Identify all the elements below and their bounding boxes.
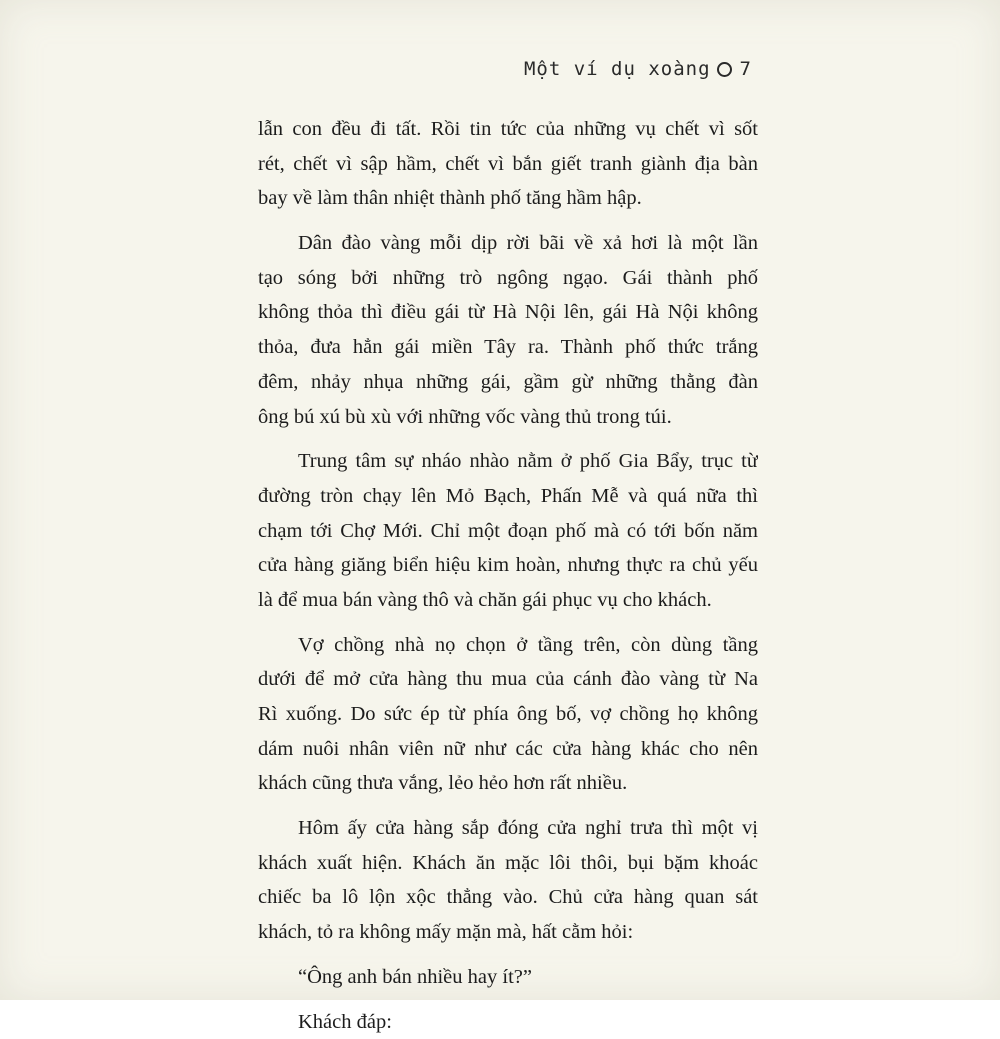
- text-line: bay về làm thân nhiệt thành phố tăng hầm hập.: [258, 181, 758, 216]
- text-line: chạm tới Chợ Mới. Chỉ một đoạn phố mà có tới bốn năm: [258, 514, 758, 549]
- text-line: thỏa, đưa hẳn gái miền Tây ra. Thành phố thức trắng: [258, 330, 758, 365]
- text-line: Hôm ấy cửa hàng sắp đóng cửa nghỉ trưa thì một vị: [258, 811, 758, 846]
- text-line: Rì xuống. Do sức ép từ phía ông bố, vợ chồng họ không: [258, 697, 758, 732]
- text-line: Dân đào vàng mỗi dịp rời bãi về xả hơi là một lần: [258, 226, 758, 261]
- text-line: đường tròn chạy lên Mỏ Bạch, Phấn Mễ và quá nữa thì: [258, 479, 758, 514]
- text-line: đêm, nhảy nhụa những gái, gầm gừ những thằng đàn: [258, 365, 758, 400]
- body-text: [258, 112, 758, 1039]
- page-number: 7: [740, 58, 752, 80]
- text-line: ông bú xú bù xù với những vốc vàng thủ trong túi.: [258, 400, 758, 435]
- chapter-title: Một ví dụ xoàng: [524, 58, 711, 80]
- text-line: chiếc ba lô lộn xộc thẳng vào. Chủ cửa hàng quan sát: [258, 880, 758, 915]
- text-line: Vợ chồng nhà nọ chọn ở tầng trên, còn dùng tầng: [258, 628, 758, 663]
- text-line: khách xuất hiện. Khách ăn mặc lôi thôi, bụi bặm khoác: [258, 846, 758, 881]
- text-line: Trung tâm sự nháo nhào nằm ở phố Gia Bẩy, trục từ: [258, 444, 758, 479]
- text-line: cửa hàng giăng biển hiệu kim hoàn, nhưng thực ra chủ yếu: [258, 548, 758, 583]
- text-line: tạo sóng bởi những trò ngông ngạo. Gái thành phố: [258, 261, 758, 296]
- text-line: khách, tỏ ra không mấy mặn mà, hất cằm hỏi:: [258, 915, 758, 950]
- text-line: khách cũng thưa vắng, lẻo hẻo hơn rất nhiều.: [258, 766, 758, 801]
- text-line: Khách đáp:: [258, 1005, 758, 1039]
- text-line: dám nuôi nhân viên nữ như các cửa hàng khác cho nên: [258, 732, 758, 767]
- circle-separator-icon: [717, 62, 732, 77]
- text-line: là để mua bán vàng thô và chăn gái phục vụ cho khách.: [258, 583, 758, 618]
- text-line: dưới để mở cửa hàng thu mua của cánh đào vàng từ Na: [258, 662, 758, 697]
- running-header: [524, 58, 752, 80]
- text-line: lẫn con đều đi tất. Rồi tin tức của những vụ chết vì sốt: [258, 112, 758, 147]
- text-line: rét, chết vì sập hầm, chết vì bắn giết tranh giành địa bàn: [258, 147, 758, 182]
- text-line: không thỏa thì điều gái từ Hà Nội lên, gái Hà Nội không: [258, 295, 758, 330]
- dialogue-line: “Ông anh bán nhiều hay ít?”: [258, 960, 758, 995]
